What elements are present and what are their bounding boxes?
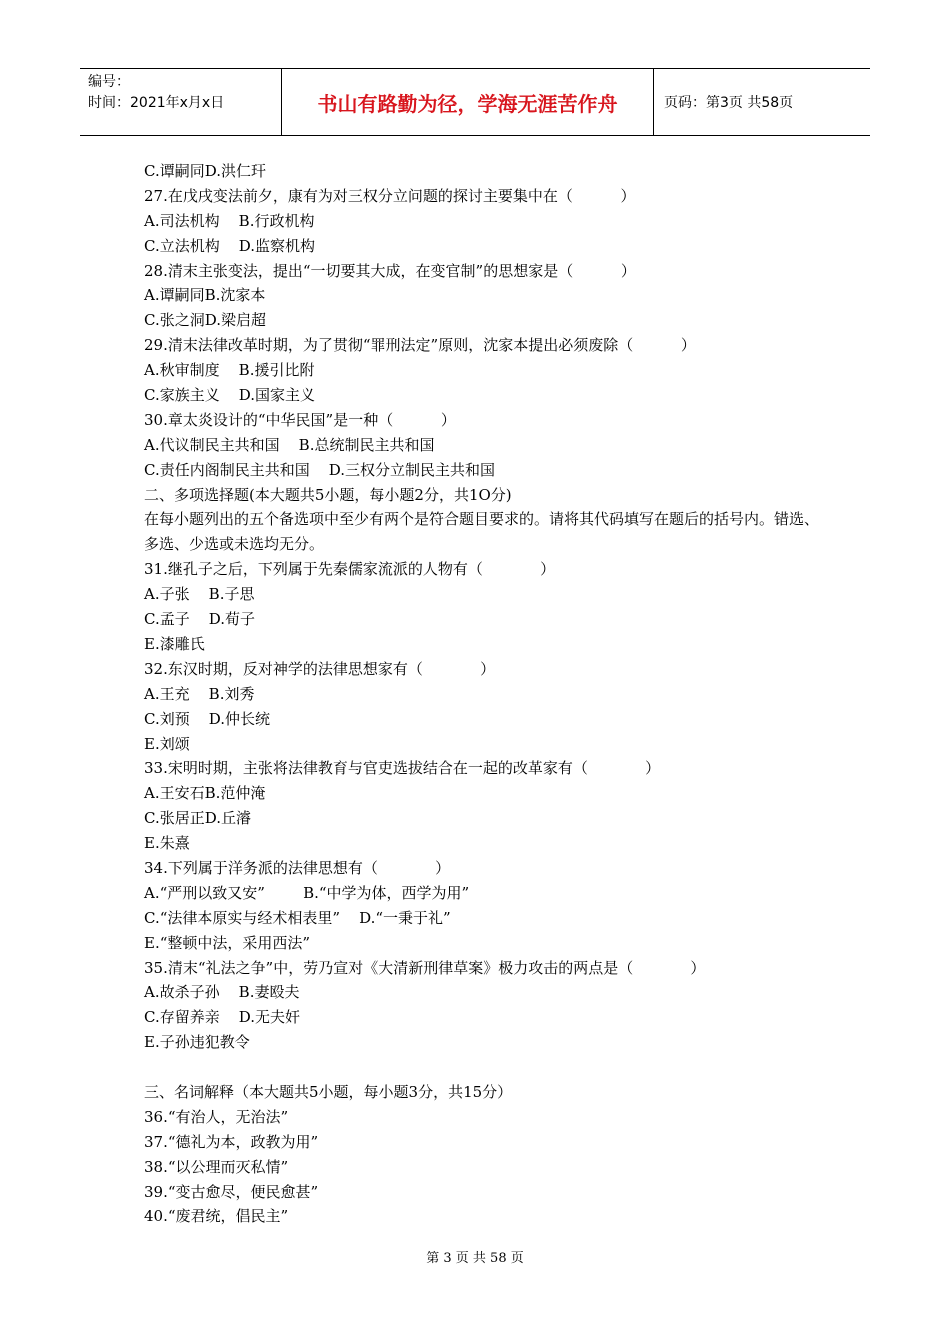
text-line: A.司法机构 B.行政机构 [144,211,315,230]
question-38: 38.“以公理而灭私情” [144,1157,289,1176]
question-32: 32.东汉时期，反对神学的法律思想家有（ ） [144,659,496,678]
text-line: C.张居正D.丘濬 [144,809,251,828]
question-35: 35.清末“礼法之争”中，劳乃宣对《大清新刑律草案》极力攻击的两点是（ ） [144,958,706,977]
question-34: 34.下列属于洋务派的法律思想有（ ） [144,858,451,877]
question-29: 29.清末法律改革时期，为了贯彻“罪刑法定”原则，沈家本提出必须废除（ ） [144,336,696,355]
question-39: 39.“变古愈尽，便民愈甚” [144,1182,319,1201]
text-line: C.立法机构 D.监察机构 [144,236,316,255]
question-30: 30.章太炎设计的“中华民国”是一种（ ） [144,410,456,429]
section-instruction: 在每小题列出的五个备选项中至少有两个是符合题目要求的。请将其代码填写在题后的括号内。错选、多选、少选或未选均无分。 [144,510,820,554]
section-heading-3: 三、名词解释（本大题共5小题，每小题3分，共15分） [144,1082,513,1101]
text-line: C.刘预 D.仲长统 [144,709,271,728]
text-line: A.“严刑以致又安” B.“中学为体，西学为用” [144,883,470,902]
header-motto: 书山有路勤为径，学海无涯苦作舟 [282,69,654,135]
section-heading-2: 二、多项选择题(本大题共5小题，每小题2分，共1O分) [144,485,512,504]
text-line: C.张之洞D.梁启超 [144,311,266,330]
question-27: 27.在戊戌变法前夕，康有为对三权分立问题的探讨主要集中在（ ） [144,186,636,205]
text-line: E.子孙违犯教令 [144,1033,250,1052]
header-page-info: 页码：第3页 共58页 [664,95,794,111]
text-line: A.子张 B.子思 [144,585,255,604]
text-line: E.朱熹 [144,834,190,853]
text-line: A.王安石B.范仲淹 [144,784,266,803]
page-header [80,68,870,136]
question-36: 36.“有治人，无治法” [144,1107,289,1126]
text-line: A.秋审制度 B.援引比附 [144,361,315,380]
question-28: 28.清末主张变法，提出“一切要其大成，在变官制”的思想家是（ ） [144,261,636,280]
text-line: E.刘颂 [144,734,190,753]
question-31: 31.继孔子之后，下列属于先秦儒家流派的人物有（ ） [144,560,556,579]
date-line: 时间：2021年x月x日 [88,95,225,111]
text-line: C.存留养亲 D.无夫奸 [144,1008,301,1027]
text-line: C.孟子 D.荀子 [144,610,256,629]
question-40: 40.“废君统，倡民主” [144,1207,289,1226]
text-line: C.责任内阁制民主共和国 D.三权分立制民主共和国 [144,460,496,479]
document-body [144,159,824,1229]
question-37: 37.“德礼为本，政教为用” [144,1132,319,1151]
text-line: C.谭嗣同D.洪仁玕 [144,162,266,180]
text-line: C.家族主义 D.国家主义 [144,386,316,405]
text-line: E.“整顿中法，采用西法” [144,933,311,952]
text-line: C.“法律本原实与经术相表里” D.“一秉于礼” [144,908,451,927]
text-line: A.王充 B.刘秀 [144,684,255,703]
text-line: A.故杀子孙 B.妻殴夫 [144,983,300,1002]
header-meta [80,69,282,135]
text-line: A.代议制民主共和国 B.总统制民主共和国 [144,435,435,454]
text-line: E.漆雕氏 [144,634,205,653]
serial-label: 编号： [88,74,130,90]
page-footer: 第 3 页 共 58 页 [426,1251,524,1266]
question-33: 33.宋明时期，主张将法律教育与官吏选拔结合在一起的改革家有（ ） [144,759,661,778]
text-line: A.谭嗣同B.沈家本 [144,286,266,305]
blank-line [144,1055,824,1080]
